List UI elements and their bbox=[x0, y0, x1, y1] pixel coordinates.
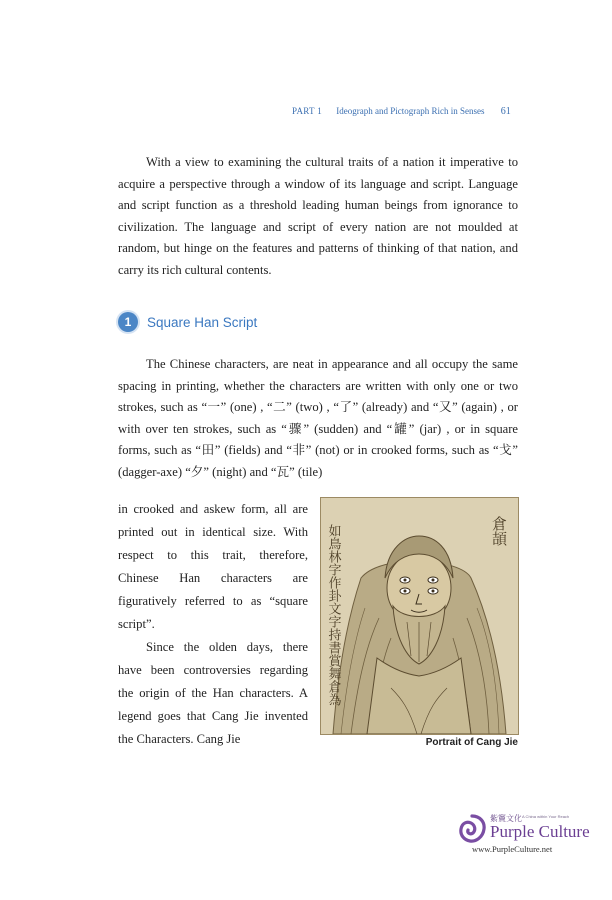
publisher-logo bbox=[456, 810, 590, 860]
logo-tagline: A China within Your Reach bbox=[522, 814, 570, 819]
logo-url: www.PurpleCulture.net bbox=[472, 844, 553, 854]
section-heading bbox=[118, 312, 257, 332]
intro-paragraph-block bbox=[118, 152, 518, 281]
cang-jie-portrait bbox=[320, 497, 519, 735]
header-title: Ideograph and Pictograph Rich in Senses bbox=[336, 106, 485, 116]
body-paragraph-1: The Chinese characters, are neat in appearance and all occupy the same spacing in printing, whether the characters are written with only one or two strokes, such as “一” (one) , “二” (two) , “了” (already) and “又” (again) , or with over ten strokes, such as “骤” (sudden) and “罐” (jar) , or in square forms, such as “田” (fields) and “非” (not) or in crooked forms, such as “戈” (dagger-axe) “夕” (night) and “瓦” (tile) bbox=[118, 357, 518, 479]
header-part: PART 1 bbox=[292, 106, 323, 116]
logo-chinese-text: 紫竇文化 bbox=[490, 814, 522, 823]
figure-caption: Portrait of Cang Jie bbox=[425, 737, 518, 748]
body-paragraph-1-continued: in crooked and askew form, all are printed out in identical size. With respect to this trait, therefore, Chinese Han characters are figuratively referred to as “square script”. bbox=[118, 502, 308, 631]
body-paragraph-2: Since the olden days, there have been controversies regarding the origin of the Han characters. A legend goes that Cang Jie invented the Characters. Cang Jie bbox=[118, 640, 308, 746]
portrait-illustration bbox=[321, 498, 518, 734]
portrait-inscription-left: 如鳥林字作卦文字持書賞舞倉為 bbox=[325, 524, 341, 706]
body-paragraph-block bbox=[118, 354, 518, 483]
section-title: Square Han Script bbox=[147, 314, 258, 330]
intro-paragraph: With a view to examining the cultural traits of a nation it imperative to acquire a perspective through a window of its language and script. Language and script function as a threshold leading human beings from ignorance to civilization. The language and script of every nation are not moulded at random, but hinge on the features and patterns of thinking of that nation, and carry its rich cultural contents. bbox=[118, 155, 518, 277]
section-number-badge: 1 bbox=[118, 312, 138, 332]
running-header bbox=[292, 106, 512, 117]
page-number: 61 bbox=[500, 106, 511, 117]
portrait-inscription-right: 倉頡 bbox=[490, 516, 508, 546]
logo-name: Purple Culture bbox=[490, 822, 590, 841]
purple-culture-logo-icon bbox=[458, 814, 486, 844]
wrapped-text-column bbox=[118, 498, 308, 751]
